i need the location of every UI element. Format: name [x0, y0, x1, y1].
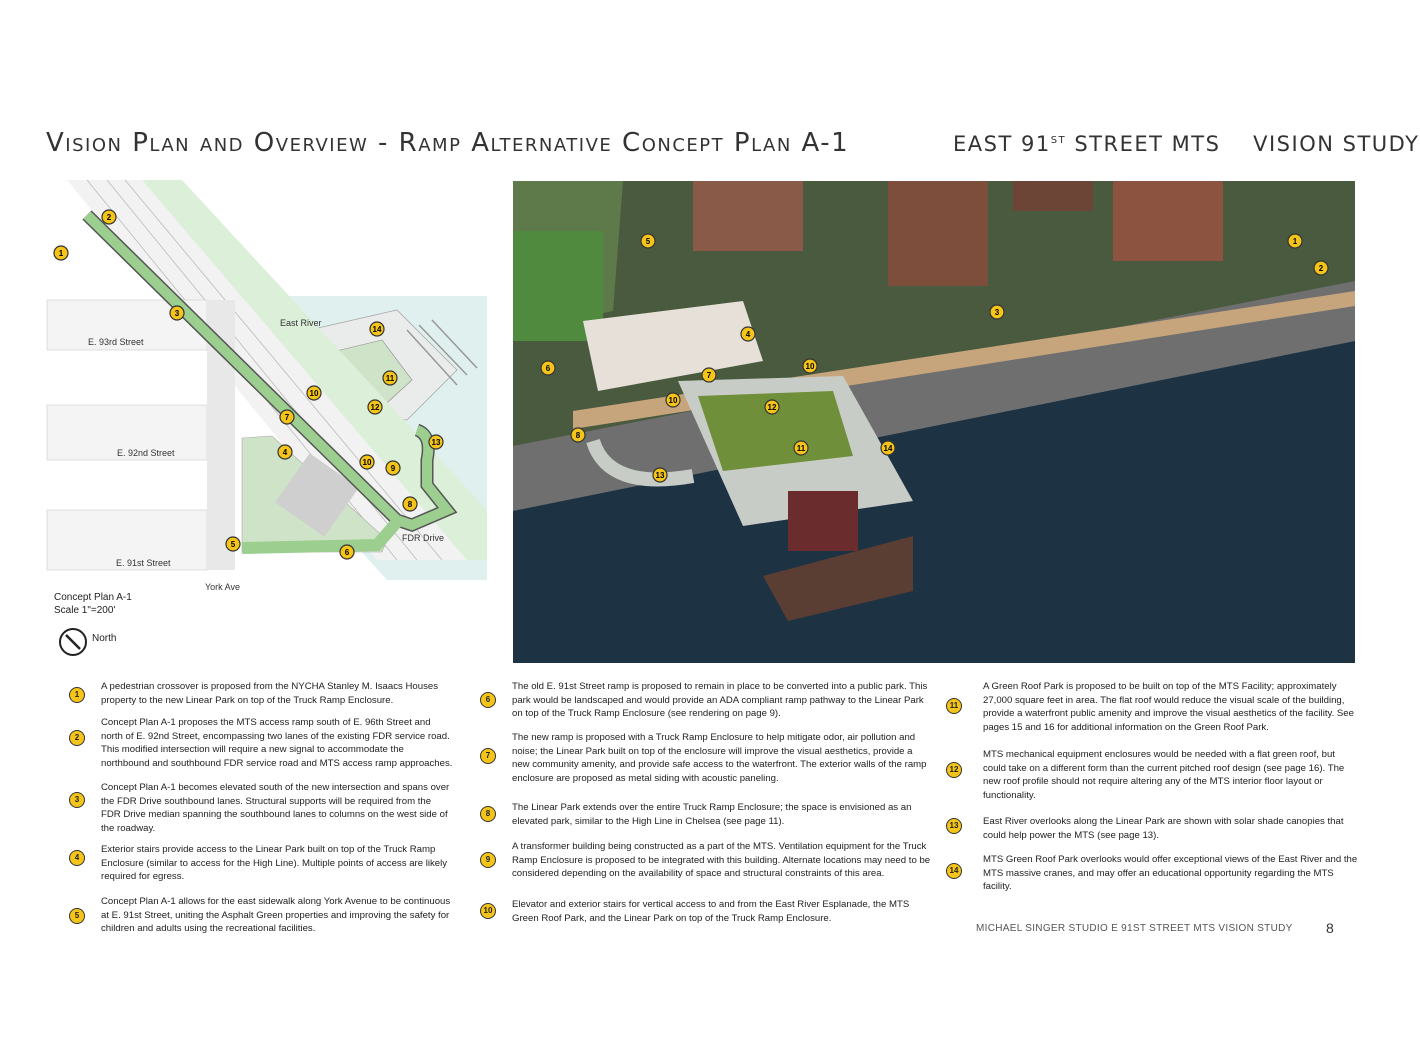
note-marker: 4	[69, 850, 85, 866]
plan-marker-8	[403, 497, 417, 511]
svg-text:13: 13	[431, 438, 441, 447]
note-text: A transformer building being constructed as a part of the MTS. Ventilation equipment for the Truck Ramp Enclosure is proposed to be integrated with this building. Alternate locations may need to be considered depending on the availability of space and structural constraints of this area.	[512, 841, 931, 879]
note-text: Concept Plan A-1 proposes the MTS access ramp south of E. 96th Street and north of E. 92nd Street, encompassing two lanes of the existing FDR service road. This modified intersection will require a new signal to accommodate the northbound and southbound FDR service road and MTS access ramp approaches.	[101, 717, 453, 769]
note-marker: 8	[480, 806, 496, 822]
york-label: York Ave	[205, 582, 241, 592]
note-marker: 13	[946, 818, 962, 834]
svg-text:1: 1	[1292, 237, 1298, 246]
svg-text:13: 13	[655, 471, 665, 480]
note-marker: 5	[69, 908, 85, 924]
svg-text:7: 7	[284, 413, 290, 422]
svg-text:8: 8	[575, 431, 581, 440]
svg-text:4: 4	[745, 330, 751, 339]
note-marker: 7	[480, 748, 496, 764]
svg-text:2: 2	[1318, 264, 1324, 273]
building	[888, 181, 988, 286]
aerial-marker-7	[702, 368, 716, 382]
aerial-rendering	[513, 181, 1355, 663]
page-number: 8	[1326, 920, 1334, 936]
e91-label: E. 91st Street	[116, 558, 171, 568]
east-river-label: East River	[280, 318, 322, 328]
plan-marker-1	[54, 246, 68, 260]
svg-text:6: 6	[344, 548, 350, 557]
plan-marker-2	[102, 210, 116, 224]
footer-studio: MICHAEL SINGER STUDIO E 91ST STREET MTS VISION STUDY	[976, 923, 1293, 934]
note-text: MTS Green Roof Park overlooks would offer exceptional views of the East River and the MTS massive cranes, and may offer an educational opportunity regarding the MTS facility.	[983, 854, 1358, 892]
aerial-marker-10b	[666, 393, 680, 407]
plan-marker-9	[386, 461, 400, 475]
fdr-label: FDR Drive	[402, 533, 444, 543]
aerial-marker-6	[541, 361, 555, 375]
plan-marker-10a	[307, 386, 321, 400]
plan-marker-6	[340, 545, 354, 559]
building	[1113, 181, 1223, 261]
north-arrow-icon	[58, 627, 88, 657]
note-marker: 10	[480, 903, 496, 919]
aerial-marker-4	[741, 327, 755, 341]
caption-title: Concept Plan A-1	[54, 592, 132, 603]
svg-text:3: 3	[174, 309, 180, 318]
project-subtitle	[953, 132, 1420, 156]
note-marker: 12	[946, 762, 962, 778]
aerial-marker-3	[990, 305, 1004, 319]
aerial-marker-5	[641, 234, 655, 248]
note-text: A pedestrian crossover is proposed from the NYCHA Stanley M. Isaacs Houses property to the new Linear Park on top of the Truck Ramp Enclosure.	[101, 681, 438, 706]
note-text: East River overlooks along the Linear Park are shown with solar shade canopies that could help power the MTS (see page 13).	[983, 816, 1344, 841]
page-title: Vision Plan and Overview - Ramp Alternative Concept Plan A-1	[46, 128, 850, 158]
plan-marker-10b	[360, 455, 374, 469]
note-text: The new ramp is proposed with a Truck Ramp Enclosure to help mitigate odor, air pollution and noise; the Linear Park built on top of the enclosure will improve the visual aesthetics, provide a new community amenity, and provide safe access to the waterfront. The exterior walls of the ramp enclosure are proposed as metal siding with acoustic paneling.	[512, 732, 927, 784]
svg-text:9: 9	[390, 464, 396, 473]
svg-text:10: 10	[805, 362, 815, 371]
plan-marker-4	[278, 445, 292, 459]
concept-plan-map	[47, 180, 489, 592]
subtitle-rest: STREET MTS VISION STUDY	[1066, 132, 1420, 156]
svg-text:5: 5	[645, 237, 651, 246]
svg-text:4: 4	[282, 448, 288, 457]
plan-marker-3	[170, 306, 184, 320]
note-text: The old E. 91st Street ramp is proposed to remain in place to be converted into a public park. This park would be landscaped and would provide an ADA compliant ramp pathway to the Linear Park on top of the Truck Ramp Enclosure (see rendering on page 9).	[512, 681, 928, 719]
svg-text:11: 11	[385, 374, 395, 383]
note-text: Concept Plan A-1 becomes elevated south of the new intersection and spans over the FDR Drive southbound lanes. Structural supports will be required from the FDR Drive median spanning the southbound lanes to columns on the west side of the roadway.	[101, 782, 450, 834]
plan-marker-11	[383, 371, 397, 385]
svg-text:8: 8	[407, 500, 413, 509]
aerial-marker-2	[1314, 261, 1328, 275]
aerial-marker-12	[765, 400, 779, 414]
note-marker: 1	[69, 687, 85, 703]
note-text: The Linear Park extends over the entire Truck Ramp Enclosure; the space is envisioned as an elevated park, similar to the High Line in Chelsea (see page 11).	[512, 802, 912, 827]
svg-text:10: 10	[309, 389, 319, 398]
svg-text:12: 12	[767, 403, 777, 412]
svg-text:14: 14	[883, 444, 893, 453]
plan-marker-14	[370, 322, 384, 336]
caption-scale: Scale 1"=200'	[54, 605, 116, 616]
plan-marker-7	[280, 410, 294, 424]
building	[693, 181, 803, 251]
note-text: Concept Plan A-1 allows for the east sidewalk along York Avenue to be continuous at E. 91st Street, uniting the Asphalt Green properties and improving the safety for children and adults using the recreational facilities.	[101, 896, 451, 934]
subtitle-sup: ST	[1050, 135, 1067, 146]
svg-text:6: 6	[545, 364, 551, 373]
e93-label: E. 93rd Street	[88, 337, 144, 347]
note-text: A Green Roof Park is proposed to be built on top of the MTS Facility; approximately 27,000 square feet in area. The flat roof would reduce the visual scale of the building, provide a waterfront public amenity and improve the visual aesthetics of the facility. See pages 15 and 16 for additional information on the Green Roof Park.	[983, 681, 1354, 733]
svg-text:12: 12	[370, 403, 380, 412]
svg-text:11: 11	[796, 444, 806, 453]
aerial-marker-10a	[803, 359, 817, 373]
note-marker: 6	[480, 692, 496, 708]
note-marker: 2	[69, 730, 85, 746]
note-text: Elevator and exterior stairs for vertical access to and from the East River Esplanade, the MTS Green Roof Park, and the Linear Park on top of the Truck Ramp Enclosure.	[512, 899, 910, 924]
note-marker: 14	[946, 863, 962, 879]
plan-marker-5	[226, 537, 240, 551]
subtitle-main: EAST 91	[953, 132, 1051, 156]
svg-text:5: 5	[230, 540, 236, 549]
aerial-marker-14	[881, 441, 895, 455]
note-marker: 9	[480, 852, 496, 868]
svg-text:2: 2	[106, 213, 112, 222]
aerial-marker-8	[571, 428, 585, 442]
plan-marker-13	[429, 435, 443, 449]
svg-text:7: 7	[706, 371, 712, 380]
north-label: North	[92, 633, 117, 644]
note-marker: 3	[69, 792, 85, 808]
svg-text:10: 10	[668, 396, 678, 405]
svg-text:10: 10	[362, 458, 372, 467]
note-text: MTS mechanical equipment enclosures would be needed with a flat green roof, but could take on a different form than the current pitched roof design (see page 16). The new roof profile should not require altering any of the MTS interior floor layout or functionality.	[983, 749, 1345, 801]
note-marker: 11	[946, 698, 962, 714]
aerial-marker-11	[794, 441, 808, 455]
aerial-marker-13	[653, 468, 667, 482]
plan-marker-12	[368, 400, 382, 414]
aerial-marker-1	[1288, 234, 1302, 248]
svg-text:1: 1	[58, 249, 64, 258]
svg-text:14: 14	[372, 325, 382, 334]
e92-label: E. 92nd Street	[117, 448, 175, 458]
plan-caption	[54, 591, 132, 617]
svg-text:3: 3	[994, 308, 1000, 317]
note-text: Exterior stairs provide access to the Linear Park built on top of the Truck Ramp Enclosure (similar to access for the High Line). Multiple points of access are likely required for egress.	[101, 844, 448, 882]
